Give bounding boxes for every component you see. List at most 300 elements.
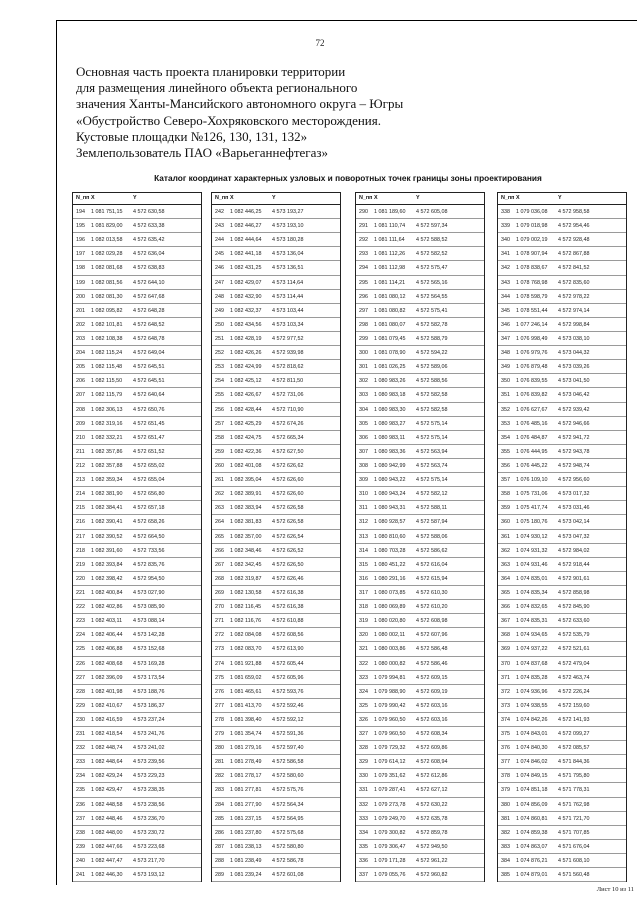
point-number: 276 <box>215 688 224 695</box>
coordinate-x: 1 082 448,46 <box>91 815 123 822</box>
table-row <box>498 713 626 727</box>
table-row <box>212 445 340 459</box>
table-row <box>212 431 340 445</box>
table-row <box>73 233 201 247</box>
point-number: 361 <box>501 533 510 540</box>
coordinate-x: 1 074 937,22 <box>516 646 548 653</box>
coordinate-x: 1 079 018,98 <box>516 223 548 230</box>
coordinate-x: 1 080 703,28 <box>374 547 406 554</box>
coordinate-y: 4 572 657,18 <box>133 505 165 512</box>
point-number: 319 <box>359 618 368 625</box>
table-row <box>356 318 484 332</box>
coordinate-x: 1 079 351,62 <box>374 773 406 780</box>
table-row <box>73 628 201 642</box>
table-row <box>212 826 340 840</box>
coordinate-x: 1 081 751,15 <box>91 209 123 215</box>
coordinate-x: 1 080 983,11 <box>374 434 406 441</box>
coordinate-x: 1 081 921,88 <box>230 660 262 667</box>
coordinate-y: 4 572 626,58 <box>272 505 304 512</box>
point-number: 241 <box>76 872 85 879</box>
point-number: 335 <box>359 843 368 850</box>
point-number: 370 <box>501 660 510 667</box>
point-number: 265 <box>215 533 224 540</box>
table-row <box>356 332 484 346</box>
point-number: 343 <box>501 279 510 286</box>
coordinate-x: 1 074 859,38 <box>516 829 548 836</box>
table-row <box>498 276 626 290</box>
point-number: 317 <box>359 589 368 596</box>
coordinate-x: 1 081 079,45 <box>374 335 406 342</box>
coordinate-y: 4 572 961,22 <box>416 858 448 865</box>
coordinate-y: 4 572 616,38 <box>272 589 304 596</box>
coordinate-y: 4 572 586,78 <box>272 858 304 865</box>
coordinate-x: 1 076 879,48 <box>516 364 548 371</box>
coordinate-y: 4 572 627,50 <box>272 448 304 455</box>
coordinate-y: 4 572 664,50 <box>133 533 165 540</box>
coordinate-x: 1 079 273,78 <box>374 801 406 808</box>
table-row <box>498 374 626 388</box>
document-header <box>76 64 596 161</box>
table-row <box>356 515 484 529</box>
table-row <box>212 868 340 882</box>
point-number: 385 <box>501 872 510 879</box>
coordinate-x: 1 080 451,22 <box>374 561 406 568</box>
coordinate-y: 4 572 648,78 <box>133 335 165 342</box>
coordinate-y: 4 572 575,14 <box>416 420 448 427</box>
table-row <box>73 431 201 445</box>
coordinate-x: 1 082 444,64 <box>230 237 262 244</box>
table-row <box>73 487 201 501</box>
coordinate-y: 4 572 943,78 <box>558 448 590 455</box>
table-row <box>212 600 340 614</box>
point-number: 329 <box>359 759 368 766</box>
coordinate-x: 1 082 434,56 <box>230 321 262 328</box>
coordinate-x: 1 079 960,50 <box>374 731 406 738</box>
table-row <box>73 318 201 332</box>
coordinate-y: 4 572 835,76 <box>133 561 165 568</box>
point-number: 212 <box>76 462 85 469</box>
coordinate-x: 1 074 931,32 <box>516 547 548 554</box>
coordinate-y: 4 573 241,76 <box>133 731 165 738</box>
point-number: 377 <box>501 759 510 766</box>
coordinate-y: 4 572 586,58 <box>272 759 304 766</box>
table-row <box>498 558 626 572</box>
coordinate-y: 4 572 811,50 <box>272 378 304 385</box>
coordinate-x: 1 075 731,06 <box>516 491 548 498</box>
coordinate-y: 4 572 586,62 <box>416 547 448 554</box>
coordinate-y: 4 572 535,79 <box>558 632 590 639</box>
coordinate-y: 4 572 592,12 <box>272 716 304 723</box>
coordinate-x: 1 082 081,68 <box>91 265 123 272</box>
point-number: 357 <box>501 477 510 484</box>
coordinate-y: 4 572 635,42 <box>133 237 165 244</box>
coordinate-x: 1 080 073,85 <box>374 589 406 596</box>
table-row <box>498 459 626 473</box>
table-row <box>356 671 484 685</box>
coordinate-y: 4 573 237,24 <box>133 716 165 723</box>
coordinate-y: 4 572 605,08 <box>416 209 448 215</box>
point-number: 239 <box>76 843 85 850</box>
point-number: 293 <box>359 251 368 258</box>
point-number: 243 <box>215 223 224 230</box>
coordinate-x: 1 079 055,76 <box>374 872 406 879</box>
coordinate-y: 4 572 564,95 <box>272 815 304 822</box>
coordinate-y: 4 572 610,20 <box>416 604 448 611</box>
coordinate-x: 1 081 111,64 <box>374 237 405 244</box>
table-row <box>498 417 626 431</box>
point-number: 217 <box>76 533 85 540</box>
coordinate-y: 4 572 918,44 <box>558 561 590 568</box>
coordinate-y: 4 572 582,78 <box>416 321 448 328</box>
point-number: 247 <box>215 279 224 286</box>
coordinate-y: 4 573 193,10 <box>272 223 304 230</box>
point-number: 258 <box>215 434 224 441</box>
point-number: 331 <box>359 787 368 794</box>
coordinate-x: 1 082 384,41 <box>91 505 123 512</box>
point-number: 364 <box>501 575 510 582</box>
coordinate-y: 4 573 193,27 <box>272 209 304 215</box>
table-row <box>498 614 626 628</box>
table-row <box>356 558 484 572</box>
table-row <box>498 854 626 868</box>
coordinate-y: 4 572 941,72 <box>558 434 590 441</box>
point-number: 359 <box>501 505 510 512</box>
point-number: 270 <box>215 604 224 611</box>
coordinate-y: 4 572 608,56 <box>272 632 304 639</box>
table-row <box>73 501 201 515</box>
coordinate-x: 1 081 277,90 <box>230 801 262 808</box>
table-row <box>498 304 626 318</box>
coordinate-x: 1 078 838,67 <box>516 265 548 272</box>
coordinate-x: 1 079 036,08 <box>516 209 548 215</box>
coordinate-x: 1 082 389,91 <box>230 491 262 498</box>
table-row <box>73 671 201 685</box>
coordinate-x: 1 081 277,81 <box>230 787 262 794</box>
header-line: Землепользователь ПАО «Варьеганнефтегаз» <box>76 145 329 161</box>
coordinate-y: 4 572 575,68 <box>272 829 304 836</box>
point-number: 337 <box>359 872 368 879</box>
table-row <box>356 374 484 388</box>
coordinate-y: 4 572 665,34 <box>272 434 304 441</box>
coordinate-x: 1 074 835,34 <box>516 589 548 596</box>
coordinate-x: 1 074 930,12 <box>516 533 548 540</box>
point-number: 254 <box>215 378 224 385</box>
coordinate-x: 1 081 237,15 <box>230 815 262 822</box>
point-number: 355 <box>501 448 510 455</box>
coordinate-y: 4 573 136,51 <box>272 265 304 272</box>
table-row <box>212 642 340 656</box>
point-number: 260 <box>215 462 224 469</box>
coordinate-x: 1 074 849,15 <box>516 773 548 780</box>
coordinate-x: 1 082 357,00 <box>230 533 262 540</box>
point-number: 308 <box>359 462 368 469</box>
point-number: 314 <box>359 547 368 554</box>
coordinate-x: 1 080 020,80 <box>374 618 406 625</box>
table-row <box>212 530 340 544</box>
point-number: 227 <box>76 674 85 681</box>
table-row <box>356 685 484 699</box>
table-row <box>212 840 340 854</box>
coordinate-x: 1 082 357,86 <box>91 448 123 455</box>
point-number: 363 <box>501 561 510 568</box>
point-number: 277 <box>215 702 224 709</box>
coordinate-y: 4 573 088,14 <box>133 618 165 625</box>
coordinate-y: 4 572 609,86 <box>416 745 448 752</box>
coordinate-y: 4 572 580,80 <box>272 843 304 850</box>
table-row <box>73 261 201 275</box>
coordinate-x: 1 081 110,74 <box>374 223 406 230</box>
coordinate-x: 1 082 095,82 <box>91 307 123 314</box>
coordinate-x: 1 078 551,44 <box>516 307 548 314</box>
table-row <box>73 558 201 572</box>
table-row <box>212 713 340 727</box>
table-row <box>498 868 626 882</box>
point-number: 268 <box>215 575 224 582</box>
coordinate-y: 4 571 844,36 <box>558 759 590 766</box>
coordinate-y: 4 572 635,78 <box>416 815 448 822</box>
table-row <box>73 205 201 219</box>
coordinate-y: 4 572 656,80 <box>133 491 165 498</box>
table-row <box>73 374 201 388</box>
coordinate-y: 4 573 186,37 <box>133 702 165 709</box>
coordinate-y: 4 573 041,50 <box>558 378 590 385</box>
coordinate-y: 4 572 141,93 <box>558 716 590 723</box>
table-row <box>356 346 484 360</box>
coordinate-y: 4 572 589,06 <box>416 364 448 371</box>
point-number: 229 <box>76 702 85 709</box>
coordinate-x: 1 081 829,00 <box>91 223 123 230</box>
point-number: 323 <box>359 674 368 681</box>
coordinate-x: 1 082 115,79 <box>91 392 123 399</box>
coordinate-y: 4 572 159,60 <box>558 702 590 709</box>
coordinate-y: 4 573 114,44 <box>272 293 304 300</box>
point-number: 292 <box>359 237 368 244</box>
point-number: 226 <box>76 660 85 667</box>
point-number: 336 <box>359 858 368 865</box>
coordinate-x: 1 082 395,04 <box>230 477 262 484</box>
coordinate-y: 4 572 655,04 <box>133 477 165 484</box>
coordinate-y: 4 572 564,55 <box>416 293 448 300</box>
table-row <box>356 657 484 671</box>
coordinate-x: 1 074 846,02 <box>516 759 548 766</box>
table-row <box>212 727 340 741</box>
point-number: 224 <box>76 632 85 639</box>
point-number: 266 <box>215 547 224 554</box>
table-row <box>212 685 340 699</box>
header-line: для размещения линейного объекта регионального <box>76 80 358 96</box>
table-row <box>356 755 484 769</box>
point-number: 310 <box>359 491 368 498</box>
coordinate-x: 1 076 627,67 <box>516 406 548 413</box>
coordinate-y: 4 573 047,32 <box>558 533 590 540</box>
coordinate-y: 4 573 223,68 <box>133 843 165 850</box>
coordinate-x: 1 076 485,16 <box>516 420 548 427</box>
coordinate-y: 4 572 939,98 <box>272 350 304 357</box>
table-row <box>212 798 340 812</box>
point-number: 248 <box>215 293 224 300</box>
coordinate-x: 1 081 112,26 <box>374 251 406 258</box>
coordinate-y: 4 572 939,42 <box>558 406 590 413</box>
table-row <box>498 318 626 332</box>
coordinate-y: 4 572 603,16 <box>416 702 448 709</box>
point-number: 356 <box>501 462 510 469</box>
coordinate-x: 1 082 108,38 <box>91 335 123 342</box>
coordinate-x: 1 080 983,30 <box>374 406 406 413</box>
coordinate-x: 1 082 403,11 <box>91 618 123 625</box>
header-line: Кустовые площадки №126, 130, 131, 132» <box>76 128 308 144</box>
coordinate-x: 1 082 447,66 <box>91 843 123 850</box>
coordinate-y: 4 573 180,28 <box>272 237 304 244</box>
table-row <box>356 290 484 304</box>
coordinate-y: 4 572 651,52 <box>133 448 165 455</box>
coordinate-y: 4 572 605,96 <box>272 674 304 681</box>
point-number: 375 <box>501 731 510 738</box>
coordinate-x: 1 082 391,60 <box>91 547 123 554</box>
table-row <box>73 642 201 656</box>
table-row <box>212 473 340 487</box>
point-number: 330 <box>359 773 368 780</box>
coordinate-x: 1 078 598,79 <box>516 293 548 300</box>
table-row <box>498 247 626 261</box>
table-row <box>212 261 340 275</box>
table-row <box>73 290 201 304</box>
table-row <box>498 586 626 600</box>
point-number: 232 <box>76 745 85 752</box>
table-row <box>212 671 340 685</box>
point-number: 208 <box>76 406 85 413</box>
coordinate-x: 1 074 842,26 <box>516 716 548 723</box>
coordinate-x: 1 082 424,99 <box>230 364 262 371</box>
coordinate-x: 1 074 835,28 <box>516 674 548 681</box>
table-row <box>212 755 340 769</box>
table-row <box>356 205 484 219</box>
coordinate-y: 4 573 238,56 <box>133 801 165 808</box>
table-row <box>212 501 340 515</box>
coordinate-y: 4 573 241,02 <box>133 745 165 752</box>
coordinate-x: 1 076 484,87 <box>516 434 548 441</box>
coordinate-y: 4 572 956,60 <box>558 477 590 484</box>
point-number: 360 <box>501 519 510 526</box>
point-number: 195 <box>76 223 85 230</box>
coordinate-y: 4 572 858,98 <box>558 589 590 596</box>
point-number: 233 <box>76 759 85 766</box>
point-number: 303 <box>359 392 368 399</box>
coordinate-y: 4 573 114,64 <box>272 279 304 286</box>
coordinate-y: 4 572 818,62 <box>272 364 304 371</box>
coordinate-x: 1 082 416,59 <box>91 716 123 723</box>
point-number: 334 <box>359 829 368 836</box>
point-number: 244 <box>215 237 224 244</box>
point-number: 366 <box>501 604 510 611</box>
coordinate-x: 1 079 249,70 <box>374 815 406 822</box>
point-number: 256 <box>215 406 224 413</box>
table-row <box>212 741 340 755</box>
table-row <box>498 642 626 656</box>
point-number: 302 <box>359 378 368 385</box>
point-number: 340 <box>501 237 510 244</box>
coordinate-x: 1 082 408,68 <box>91 660 123 667</box>
point-number: 197 <box>76 251 85 258</box>
table-row <box>73 219 201 233</box>
coordinate-x: 1 082 410,67 <box>91 702 123 709</box>
point-number: 326 <box>359 716 368 723</box>
point-number: 237 <box>76 815 85 822</box>
coordinate-x: 1 082 448,58 <box>91 801 123 808</box>
point-number: 347 <box>501 335 510 342</box>
coordinate-x: 1 081 398,40 <box>230 716 262 723</box>
coordinate-y: 4 572 640,64 <box>133 392 165 399</box>
table-row <box>356 388 484 402</box>
coordinate-y: 4 572 626,54 <box>272 533 304 540</box>
coordinate-x: 1 080 069,89 <box>374 604 406 611</box>
coordinate-y: 4 573 238,35 <box>133 787 165 794</box>
table-row <box>498 346 626 360</box>
coordinate-x: 1 074 837,68 <box>516 660 548 667</box>
coordinate-y: 4 572 575,76 <box>272 787 304 794</box>
table-row <box>73 783 201 797</box>
coordinate-x: 1 082 342,45 <box>230 561 262 568</box>
table-row <box>212 783 340 797</box>
table-row <box>356 826 484 840</box>
table-row <box>356 783 484 797</box>
coordinate-x: 1 074 879,01 <box>516 872 548 879</box>
point-number: 344 <box>501 293 510 300</box>
coordinate-x: 1 082 447,47 <box>91 858 123 865</box>
coordinate-x: 1 081 112,98 <box>374 265 406 272</box>
table-row <box>212 657 340 671</box>
point-number: 380 <box>501 801 510 808</box>
point-number: 242 <box>215 209 224 215</box>
point-number: 225 <box>76 646 85 653</box>
table-row <box>356 572 484 586</box>
coordinate-y: 4 573 038,10 <box>558 335 590 342</box>
coordinate-x: 1 081 114,21 <box>374 279 406 286</box>
header-line: Основная часть проекта планировки территории <box>76 64 346 79</box>
table-row <box>498 798 626 812</box>
table-row <box>356 614 484 628</box>
coordinate-y: 4 572 626,58 <box>272 519 304 526</box>
point-number: 384 <box>501 858 510 865</box>
point-number: 215 <box>76 505 85 512</box>
point-number: 286 <box>215 829 224 836</box>
table-row <box>73 332 201 346</box>
point-number: 297 <box>359 307 368 314</box>
coordinate-x: 1 079 960,50 <box>374 716 406 723</box>
point-number: 261 <box>215 477 224 484</box>
table-row <box>356 247 484 261</box>
table-row <box>356 459 484 473</box>
table-row <box>73 304 201 318</box>
coordinate-x: 1 082 432,90 <box>230 293 262 300</box>
coordinate-y: 4 572 651,47 <box>133 434 165 441</box>
point-number: 353 <box>501 420 510 427</box>
table-row <box>212 558 340 572</box>
coordinate-x: 1 082 429,07 <box>230 279 262 286</box>
coordinate-y: 4 573 173,54 <box>133 674 165 681</box>
point-number: 279 <box>215 731 224 738</box>
coordinate-y: 4 572 586,48 <box>416 646 448 653</box>
point-number: 280 <box>215 745 224 752</box>
table-row <box>356 741 484 755</box>
coordinate-y: 4 572 626,62 <box>272 462 304 469</box>
table-row <box>498 403 626 417</box>
coordinate-table <box>497 192 627 882</box>
coordinate-tables <box>72 192 624 882</box>
coordinate-x: 1 081 465,61 <box>230 688 262 695</box>
coordinate-x: 1 081 659,02 <box>230 674 262 681</box>
coordinate-y: 4 572 638,83 <box>133 265 165 272</box>
table-row <box>356 233 484 247</box>
